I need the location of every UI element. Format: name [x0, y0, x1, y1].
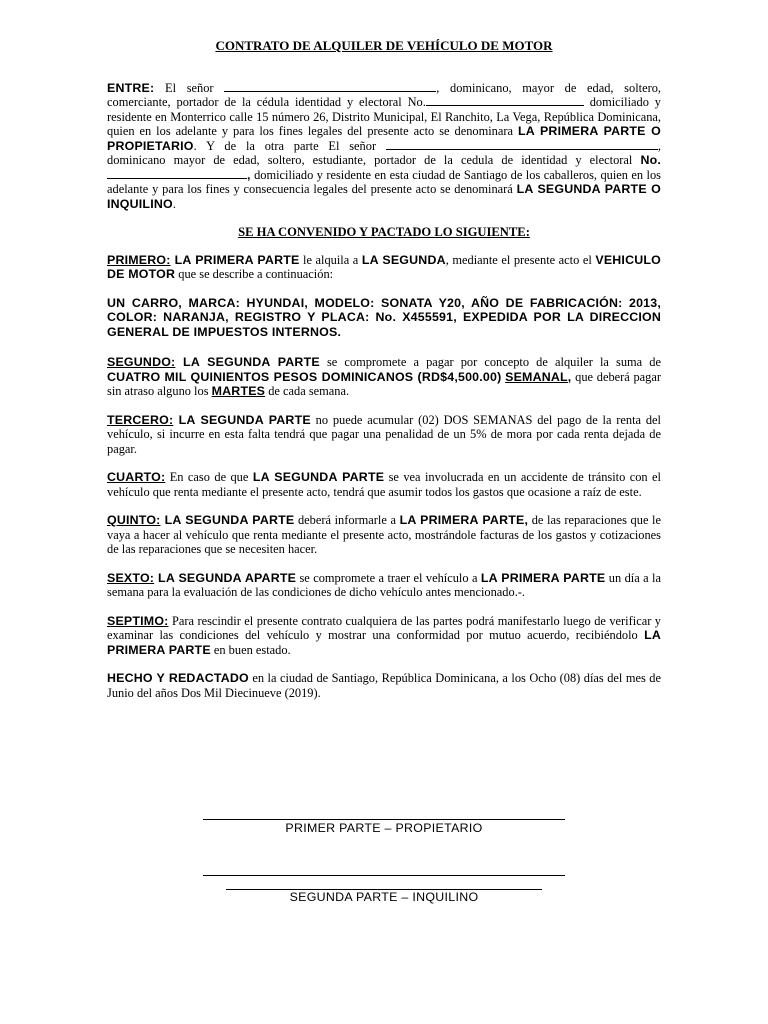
entre-label: ENTRE:	[107, 80, 155, 95]
clause-text: de las reparaciones que le vaya a hacer al vehículo que renta mediante el presente acto, mostrándole facturas de los gastos y cotizaciones de las reparaciones que se necesiten hacer.	[107, 513, 661, 556]
clause-heading: PRIMERO:	[107, 252, 171, 267]
clause-heading: QUINTO:	[107, 513, 161, 527]
clause-text: no puede acumular (02) DOS SEMANAS del pago de la renta del vehículo, si incurre en esta falta tendrá que pagar una penalidad de un 5% de mora por cada renta dejada de pagar.	[107, 412, 661, 456]
clause-text: En caso de que	[165, 470, 253, 484]
clause-bold: LA PRIMERA PARTE,	[399, 513, 529, 527]
clause-bold: HECHO Y REDACTADO	[107, 671, 249, 685]
clause-bold: LA SEGUNDA PARTE	[175, 355, 320, 369]
clause-bold: LA PRIMERA PARTE	[480, 570, 606, 585]
clause-text: Para rescindir el presente contrato cualquiera de las partes podrá manifestarlo luego de verificar y examinar las condiciones del vehículo y mostrar una conformidad por mutuo acuerdo, recibiéndolo	[107, 613, 661, 642]
segunda-parte-label: LA SEGUNDA PARTE O INQUILINO	[107, 182, 661, 211]
closing-paragraph	[107, 671, 661, 700]
clause-heading: SEPTIMO:	[107, 613, 169, 628]
clause-bold: VEHICULO DE MOTOR	[107, 252, 661, 281]
no-label: No.	[640, 153, 661, 167]
clause-heading: SEGUNDO:	[107, 355, 176, 369]
blank-cedula-2	[107, 168, 247, 179]
clause-text: en la ciudad de Santiago, República Dominicana, a los Ocho (08) días del mes de Junio del años Dos Mil Diecinueve (2019).	[107, 671, 661, 700]
clause-bold: SEMANAL,	[505, 369, 572, 384]
clause-sexto	[107, 571, 661, 600]
clause-bold: LA SEGUNDA APARTE	[154, 570, 297, 585]
clause-text: , mediante el presente acto el	[445, 252, 596, 267]
clause-bold: LA SEGUNDA PARTE	[173, 412, 311, 427]
entre-text: domiciliado y residente en Monterrico calle 15 número 26, Distrito Municipal, El Ranchito, La Vega, República Dominicana, quien en los adelante y para los fines legales del presente acto se denominara	[107, 95, 661, 138]
clause-segundo	[107, 355, 661, 399]
entre-text: . Y de la otra parte El señor	[193, 138, 386, 153]
signature-line-tenant	[203, 875, 565, 876]
blank-name-2	[386, 139, 658, 150]
clause-heading: CUARTO:	[107, 470, 166, 484]
clause-bold: LA PRIMERA PARTE	[170, 252, 300, 267]
clause-heading: SEXTO:	[107, 570, 155, 585]
contract-body	[107, 39, 661, 714]
entre-paragraph	[107, 81, 661, 212]
primera-parte-label: LA PRIMERA PARTE O PROPIETARIO	[107, 124, 661, 153]
clause-text: en buen estado.	[210, 642, 291, 657]
clause-text: de cada semana.	[265, 384, 350, 398]
blank-name-1	[224, 81, 436, 92]
clause-bold: MARTES	[211, 384, 266, 398]
clause-text: le alquila a	[299, 252, 362, 267]
entre-text: .	[172, 196, 176, 211]
clause-text: deberá informarle a	[294, 513, 400, 527]
document-title: CONTRATO DE ALQUILER DE VEHÍCULO DE MOTOR	[215, 38, 553, 53]
clause-primero	[107, 253, 661, 282]
clause-bold: LA SEGUNDA PARTE	[160, 513, 295, 527]
clause-text: un día a la semana para la evaluación de las condiciones de dicho vehículo antes mencionado.-.	[107, 570, 661, 599]
clause-tercero	[107, 413, 661, 457]
clause-text: se compromete a traer el vehículo a	[296, 570, 481, 585]
vehicle-description: UN CARRO, MARCA: HYUNDAI, MODELO: SONATA Y20, AÑO DE FABRICACIÓN: 2013, COLOR: NARANJA, REGISTRO Y PLACA: No. X455591, EXPEDIDA POR LA DIRECCION GENERAL DE IMPUESTOS INTERNOS.	[107, 295, 661, 339]
signature-label-tenant: SEGUNDA PARTE – INQUILINO	[289, 890, 479, 904]
amount-text: CUATRO MIL QUINIENTOS PESOS DOMINICANOS (RD$4,500.00)	[107, 369, 502, 384]
entre-text: El señor	[154, 80, 225, 95]
clause-text: se vea involucrada en un accidente de tránsito con el vehículo que renta mediante el presente acto, tendrá que asumir todos los gastos que ocasione a raíz de este.	[107, 470, 661, 499]
signature-line-owner	[203, 819, 565, 820]
clause-bold: LA SEGUNDA PARTE	[252, 470, 385, 484]
entre-text: , dominicano mayor de edad, soltero, estudiante, portador de la cedula de identidad y electoral	[107, 138, 661, 167]
clause-text: que se describe a continuación:	[175, 267, 334, 281]
entre-text: domiciliado y residente en esta ciudad de Santiago de los caballeros, quien en los adelante y para los fines y consecuencia legales del presente acto se denominará	[107, 167, 661, 196]
clause-text: se compromete a pagar por concepto de alquiler la suma de	[319, 355, 661, 369]
clause-quinto	[107, 513, 661, 557]
agreement-subtitle: SE HA CONVENIDO Y PACTADO LO SIGUIENTE:	[238, 225, 530, 239]
blank-cedula-1	[426, 95, 584, 106]
entre-text: ,	[247, 167, 251, 182]
clause-bold: LA PRIMERA PARTE	[107, 628, 661, 657]
clause-heading: TERCERO:	[107, 412, 174, 427]
clause-cuarto	[107, 470, 661, 499]
signature-label-owner: PRIMER PARTE – PROPIETARIO	[285, 821, 483, 835]
clause-text: que deberá pagar sin atraso alguno los	[107, 369, 661, 398]
entre-text: , dominicano, mayor de edad, soltero, comerciante, portador de la cédula identidad y electoral No.	[107, 80, 661, 109]
clause-bold: LA SEGUNDA	[361, 252, 446, 267]
clause-septimo	[107, 614, 661, 658]
